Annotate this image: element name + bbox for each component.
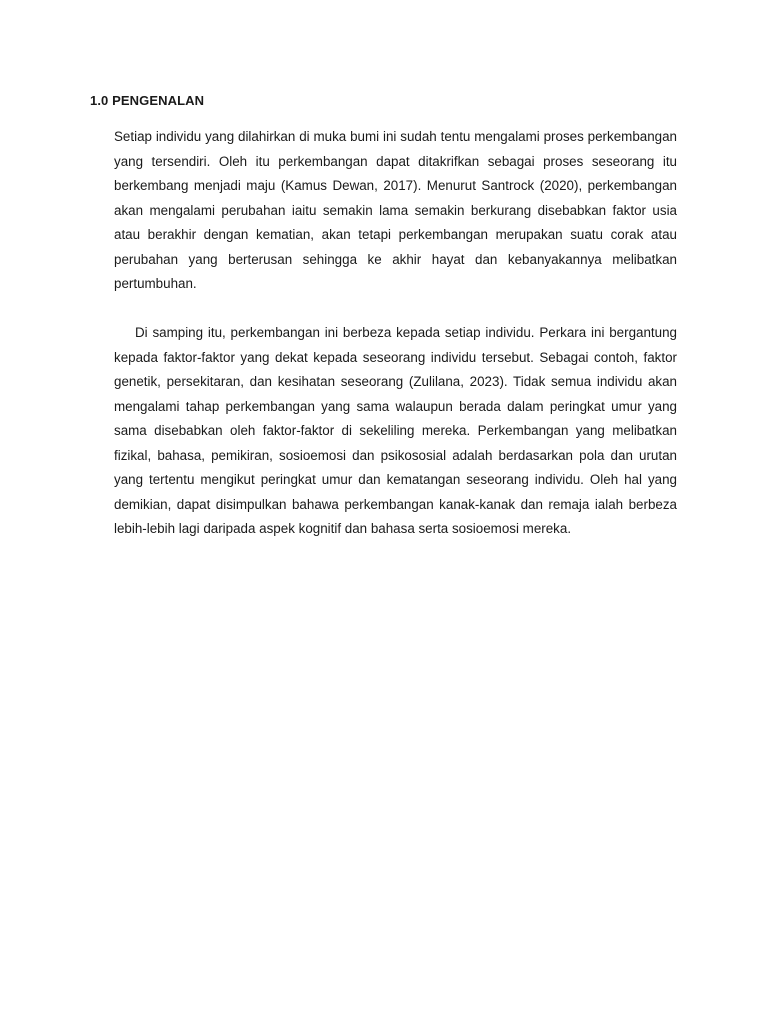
paragraph-development-differences: Di samping itu, perkembangan ini berbeza kepada setiap individu. Perkara ini bergantung kepada faktor-faktor yang dekat kepada seseorang individu tersebut. Sebagai contoh, faktor genetik, persekitaran, dan kesihatan seseorang (Zulilana, 2023). Tidak semua individu akan mengalami tahap perkembangan yang sama walaupun berada dalam peringkat umur yang sama disebabkan oleh faktor-faktor di sekeliling mereka. Perkembangan yang melibatkan fizikal, bahasa, pemikiran, sosioemosi dan psikososial adalah berdasarkan pola dan urutan yang tertentu mengikut peringkat umur dan kematangan seseorang individu. Oleh hal yang demikian, dapat disimpulkan bahawa perkembangan kanak-kanak dan remaja ialah berbeza lebih-lebih lagi daripada aspek kognitif dan bahasa serta sosioemosi mereka. (114, 325, 677, 536)
paragraph-introduction: Setiap individu yang dilahirkan di muka bumi ini sudah tentu mengalami proses perkembangan yang tersendiri. Oleh itu perkembangan dapat ditakrifkan sebagai proses seseorang itu berkembang menjadi maju (Kamus Dewan, 2017). Menurut Santrock (2020), perkembangan akan mengalami perubahan iaitu semakin lama semakin berkurang disebabkan faktor usia atau berakhir dengan kematian, akan tetapi perkembangan merupakan suatu corak atau perubahan yang berterusan sehingga ke akhir hayat dan kebanyakannya melibatkan pertumbuhan. (114, 129, 677, 291)
section-heading: 1.0 PENGENALAN (90, 93, 205, 108)
